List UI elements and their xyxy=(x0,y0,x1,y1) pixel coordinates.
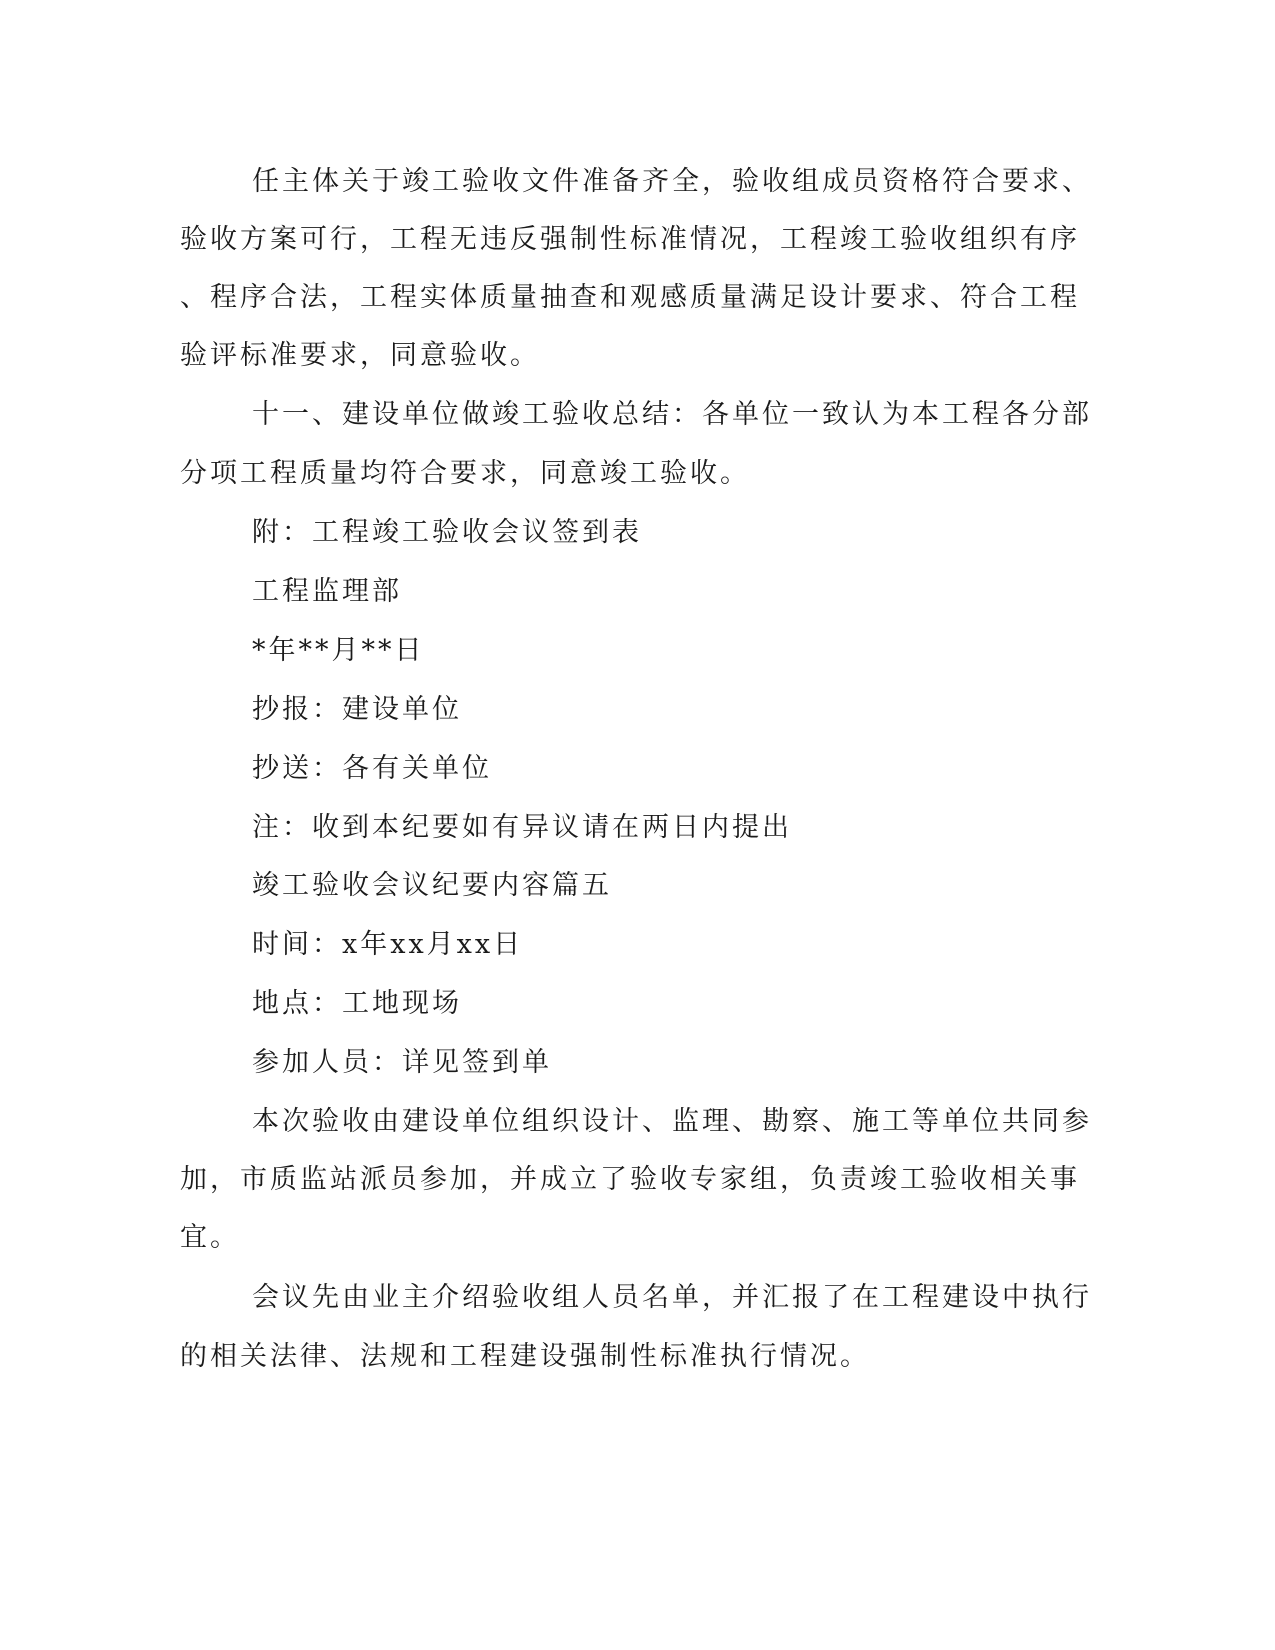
text-line: 分项工程质量均符合要求，同意竣工验收。 xyxy=(180,458,750,489)
text-line: 附：工程竣工验收会议签到表 xyxy=(252,517,642,548)
text-line: 参加人员：详见签到单 xyxy=(252,1047,552,1078)
text-line: 抄送：各有关单位 xyxy=(252,753,492,784)
text-line: 工程监理部 xyxy=(252,576,402,607)
text-line: 地点：工地现场 xyxy=(252,988,462,1019)
text-line: 抄报：建设单位 xyxy=(252,694,462,725)
text-line: 注：收到本纪要如有异议请在两日内提出 xyxy=(252,812,792,843)
text-line: 验评标准要求，同意验收。 xyxy=(180,340,540,371)
text-line: 的相关法律、法规和工程建设强制性标准执行情况。 xyxy=(180,1341,870,1372)
text-line: 加，市质监站派员参加，并成立了验收专家组，负责竣工验收相关事 xyxy=(180,1164,1080,1195)
text-line: 验收方案可行，工程无违反强制性标准情况，工程竣工验收组织有序 xyxy=(180,224,1080,255)
text-line: 本次验收由建设单位组织设计、监理、勘察、施工等单位共同参 xyxy=(252,1106,1092,1137)
text-line: 任主体关于竣工验收文件准备齐全，验收组成员资格符合要求、 xyxy=(252,166,1092,197)
text-line: 会议先由业主介绍验收组人员名单，并汇报了在工程建设中执行 xyxy=(252,1282,1092,1313)
text-line: 宜。 xyxy=(180,1222,240,1253)
text-line: 十一、建设单位做竣工验收总结：各单位一致认为本工程各分部 xyxy=(252,399,1092,430)
section-heading: 竣工验收会议纪要内容篇五 xyxy=(252,870,612,901)
text-line: 时间：x年xx月xx日 xyxy=(252,929,524,960)
text-line: 、程序合法，工程实体质量抽查和观感质量满足设计要求、符合工程 xyxy=(180,282,1080,313)
text-line: *年**月**日 xyxy=(252,635,425,666)
